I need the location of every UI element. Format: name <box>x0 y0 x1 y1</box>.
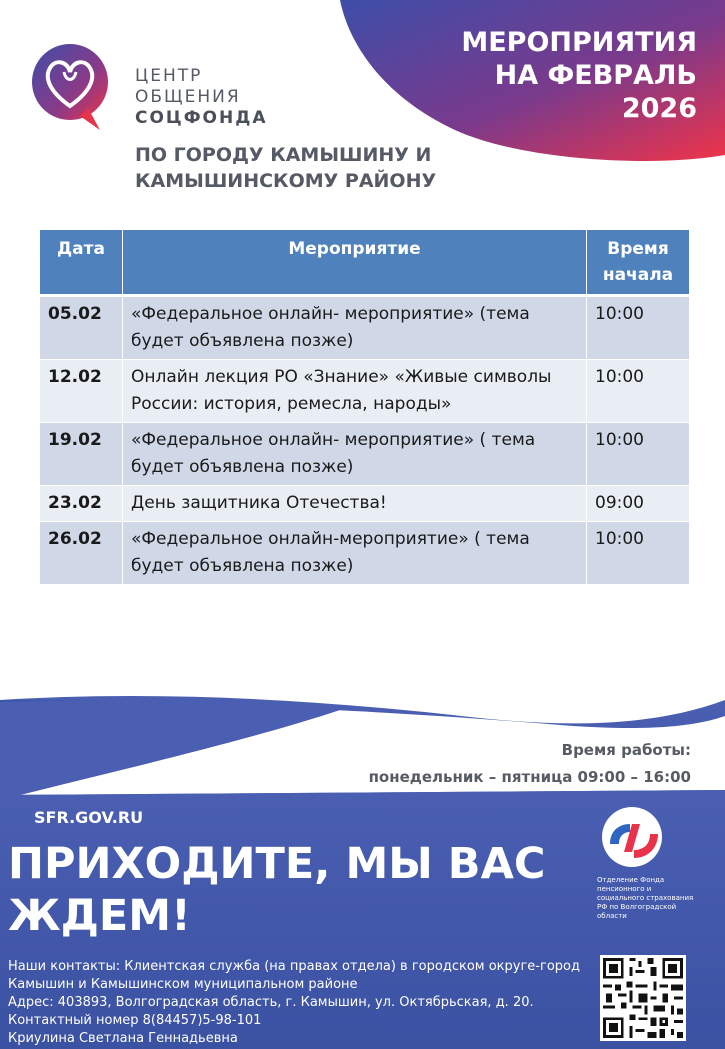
event-date: 19.02 <box>40 423 123 486</box>
event-date: 12.02 <box>40 360 123 423</box>
contact-line: Адрес: 403893, Волгоградская область, г. Камышин, ул. Октябрьская, д. 20. <box>8 995 534 1010</box>
table-row <box>40 360 689 423</box>
event-title: Онлайн лекция РО «Знание» «Живые символы России: история, ремесла, народы» <box>123 360 587 423</box>
header-title-line: 2026 <box>621 93 697 124</box>
table-row <box>40 423 689 486</box>
event-time: 10:00 <box>587 423 690 486</box>
contact-line: Контактный номер 8(84457)5-98-101 <box>8 1013 262 1028</box>
logo-line: ЦЕНТР <box>135 66 203 86</box>
header-date: Дата <box>40 230 123 296</box>
event-time: 09:00 <box>587 486 690 522</box>
site-link[interactable]: SFR.GOV.RU <box>34 808 144 827</box>
events-table <box>40 230 689 584</box>
header-title-line: МЕРОПРИЯТИЯ <box>461 27 697 58</box>
contact-line: Наши контакты: Клиентская служба (на правах отдела) в городском округе-город <box>8 959 580 974</box>
city-line: ПО ГОРОДУ КАМЫШИНУ И <box>135 144 432 166</box>
header-title-line: НА ФЕВРАЛЬ <box>494 60 697 91</box>
slogan: ПРИХОДИТЕ, МЫ ВАС ЖДЕМ! <box>8 839 546 941</box>
city-line: КАМЫШИНСКОМУ РАЙОНУ <box>135 170 437 192</box>
event-time: 10:00 <box>587 522 690 585</box>
logo-line: СОЦФОНДА <box>135 108 268 128</box>
qr-code-icon[interactable] <box>600 955 686 1041</box>
sfr-caption: Отделение Фонда пенсионного и социального страхования РФ по Волгоградской области <box>597 876 694 920</box>
event-title: «Федеральное онлайн- мероприятие» ( тема будет объявлена позже) <box>123 423 587 486</box>
contact-line: Криулина Светлана Геннадьевна <box>8 1031 238 1046</box>
sfr-logo-icon <box>592 806 672 868</box>
event-title: День защитника Отечества! <box>123 486 587 522</box>
logo-text <box>135 66 268 129</box>
city-subtitle <box>135 142 436 194</box>
table-row <box>40 296 689 360</box>
event-title: «Федеральное онлайн- мероприятие» (тема будет объявлена позже) <box>123 296 587 360</box>
table-header-row <box>40 230 689 296</box>
event-date: 26.02 <box>40 522 123 585</box>
event-date: 05.02 <box>40 296 123 360</box>
heart-logo-icon <box>28 40 118 132</box>
working-hours <box>369 737 691 791</box>
header-time: Время начала <box>587 230 690 296</box>
contacts <box>8 958 598 1048</box>
table-row <box>40 486 689 522</box>
header-event: Мероприятие <box>123 230 587 296</box>
table-row <box>40 522 689 585</box>
logo-line: ОБЩЕНИЯ <box>135 87 241 107</box>
event-time: 10:00 <box>587 360 690 423</box>
event-time: 10:00 <box>587 296 690 360</box>
working-hours-value: понедельник – пятница 09:00 – 16:00 <box>368 768 691 786</box>
contact-line: Камышин и Камышинском муниципальном районе <box>8 977 358 992</box>
header-title <box>461 26 697 125</box>
event-date: 23.02 <box>40 486 123 522</box>
event-title: «Федеральное онлайн-мероприятие» ( тема будет объявлена позже) <box>123 522 587 585</box>
working-hours-label: Время работы: <box>561 741 691 759</box>
